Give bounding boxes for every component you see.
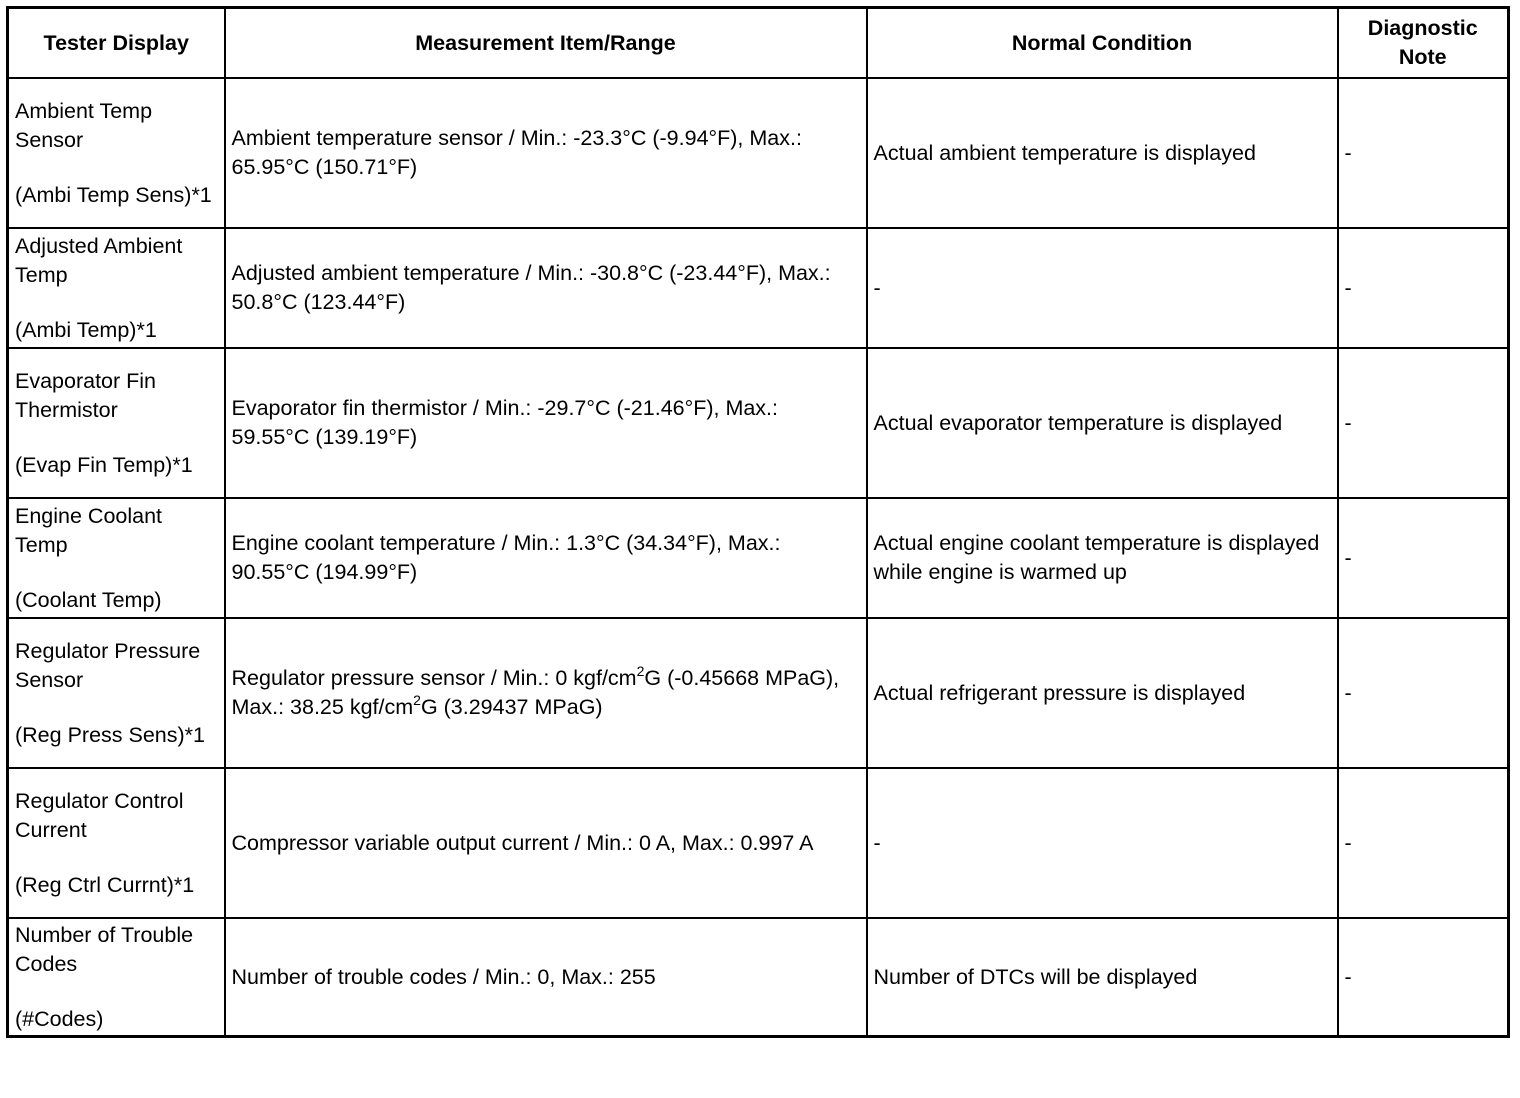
display-abbreviation: (Reg Ctrl Currnt)*1 bbox=[15, 872, 195, 897]
diagnostic-note-cell: - bbox=[1338, 618, 1509, 768]
diagnostic-note-cell: - bbox=[1338, 228, 1509, 348]
display-abbreviation: (#Codes) bbox=[15, 1006, 104, 1031]
normal-condition-cell: - bbox=[867, 228, 1338, 348]
normal-condition-cell: - bbox=[867, 768, 1338, 918]
tester-display-cell bbox=[8, 228, 225, 348]
tester-display-cell bbox=[8, 498, 225, 618]
diagnostic-note-cell: - bbox=[1338, 348, 1509, 498]
header-row bbox=[8, 8, 1509, 79]
diagnostic-note-cell: - bbox=[1338, 498, 1509, 618]
measurement-cell: Compressor variable output current / Min.: 0 A, Max.: 0.997 A bbox=[225, 768, 867, 918]
measurement-cell: Number of trouble codes / Min.: 0, Max.: 255 bbox=[225, 918, 867, 1037]
table-row bbox=[8, 228, 1509, 348]
data-list-table bbox=[6, 6, 1510, 1038]
display-abbreviation: (Reg Press Sens)*1 bbox=[15, 722, 205, 747]
display-name: Regulator Control Current bbox=[15, 788, 184, 842]
display-name: Evaporator Fin Thermistor bbox=[15, 368, 157, 422]
normal-condition-cell: Actual refrigerant pressure is displayed bbox=[867, 618, 1338, 768]
table-row bbox=[8, 498, 1509, 618]
table-row bbox=[8, 918, 1509, 1037]
normal-condition-cell: Actual ambient temperature is displayed bbox=[867, 78, 1338, 228]
display-abbreviation: (Coolant Temp) bbox=[15, 587, 162, 612]
display-name: Regulator Pressure Sensor bbox=[15, 638, 201, 692]
superscript: 2 bbox=[413, 691, 421, 708]
header-diagnostic-note: Diagnostic Note bbox=[1338, 8, 1509, 79]
measurement-cell: Regulator pressure sensor / Min.: 0 kgf/$cm^2G$ (-0.45668 MPaG), Max.: 38.25 kgf/$cm^2G$ (3.29437 MPaG) bbox=[225, 618, 867, 768]
tester-display-cell bbox=[8, 348, 225, 498]
display-name: Number of Trouble Codes bbox=[15, 922, 194, 976]
measurement-cell: Ambient temperature sensor / Min.: -23.3°C (-9.94°F), Max.: 65.95°C (150.71°F) bbox=[225, 78, 867, 228]
table-row bbox=[8, 78, 1509, 228]
diagnostic-note-cell: - bbox=[1338, 78, 1509, 228]
display-name: Ambient Temp Sensor bbox=[15, 98, 153, 152]
tester-display-cell bbox=[8, 78, 225, 228]
display-abbreviation: (Ambi Temp)*1 bbox=[15, 317, 157, 342]
tester-display-cell bbox=[8, 918, 225, 1037]
header-normal-condition: Normal Condition bbox=[867, 8, 1338, 79]
display-abbreviation: (Evap Fin Temp)*1 bbox=[15, 452, 193, 477]
normal-condition-cell: Actual evaporator temperature is displayed bbox=[867, 348, 1338, 498]
tester-display-cell bbox=[8, 768, 225, 918]
table-row bbox=[8, 768, 1509, 918]
normal-condition-cell: Actual engine coolant temperature is displayed while engine is warmed up bbox=[867, 498, 1338, 618]
display-name: Adjusted Ambient Temp bbox=[15, 233, 183, 287]
tester-display-cell bbox=[8, 618, 225, 768]
diagnostic-note-cell: - bbox=[1338, 918, 1509, 1037]
superscript: 2 bbox=[636, 662, 645, 679]
diagnostic-note-cell: - bbox=[1338, 768, 1509, 918]
header-measurement: Measurement Item/Range bbox=[225, 8, 867, 79]
display-name: Engine Coolant Temp bbox=[15, 503, 163, 557]
table-row bbox=[8, 348, 1509, 498]
table-row bbox=[8, 618, 1509, 768]
header-tester-display: Tester Display bbox=[8, 8, 225, 79]
display-abbreviation: (Ambi Temp Sens)*1 bbox=[15, 182, 212, 207]
measurement-cell: Adjusted ambient temperature / Min.: -30.8°C (-23.44°F), Max.: 50.8°C (123.44°F) bbox=[225, 228, 867, 348]
measurement-cell: Evaporator fin thermistor / Min.: -29.7°C (-21.46°F), Max.: 59.55°C (139.19°F) bbox=[225, 348, 867, 498]
normal-condition-cell: Number of DTCs will be displayed bbox=[867, 918, 1338, 1037]
measurement-cell: Engine coolant temperature / Min.: 1.3°C (34.34°F), Max.: 90.55°C (194.99°F) bbox=[225, 498, 867, 618]
